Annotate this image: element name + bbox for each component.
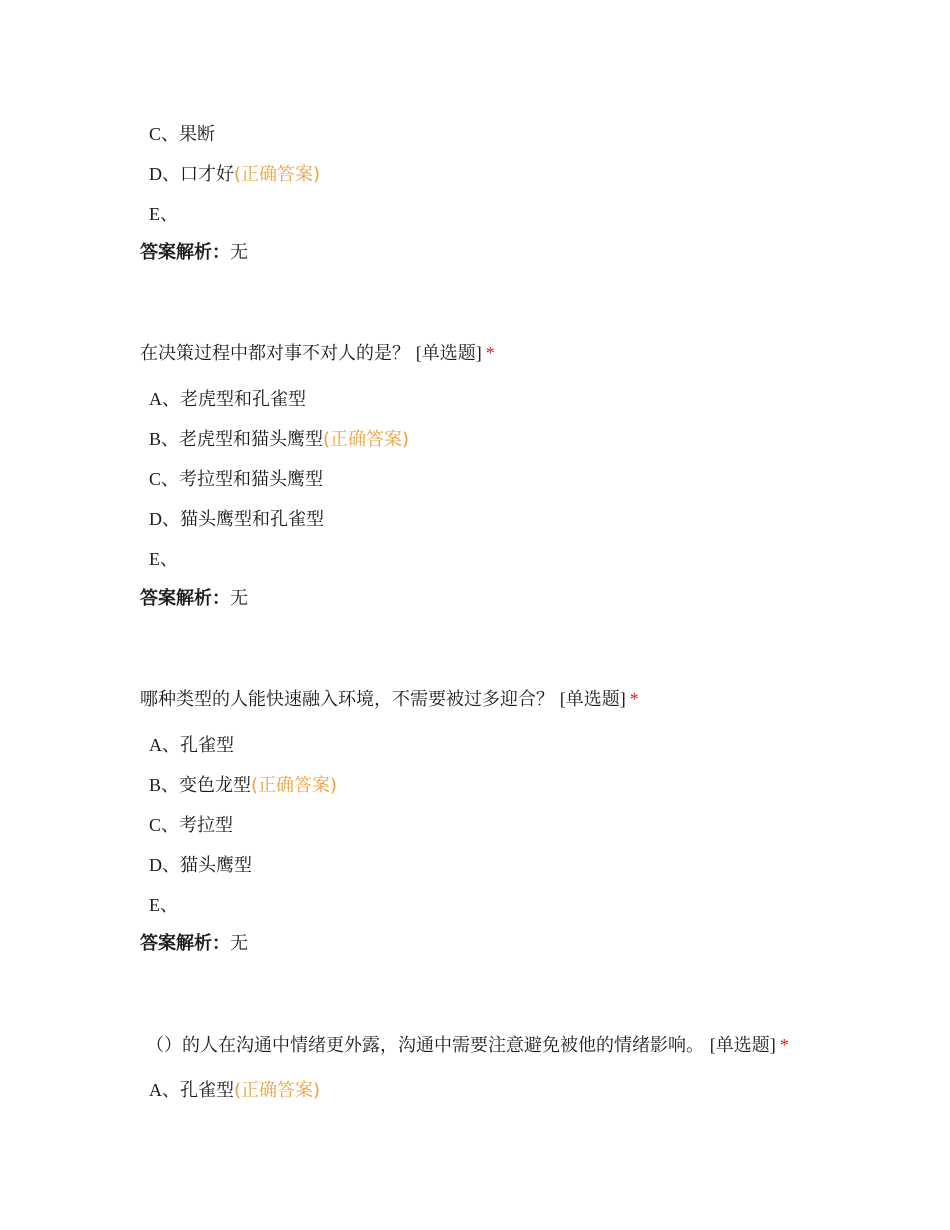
answer-analysis: 答案解析：无 <box>140 933 248 954</box>
correct-answer-tag: (正确答案) <box>234 164 321 185</box>
option-b: B、变色龙型(正确答案) <box>149 775 338 796</box>
option-b: B、老虎型和猫头鹰型(正确答案) <box>149 429 410 450</box>
option-c: C、考拉型和猫头鹰型 <box>149 469 324 490</box>
option-d: D、猫头鹰型 <box>149 855 252 876</box>
required-mark: * <box>629 689 639 709</box>
option-d: D、口才好(正确答案) <box>149 164 321 185</box>
option-d: D、猫头鹰型和孔雀型 <box>149 509 324 530</box>
required-mark: * <box>485 343 495 363</box>
question-title: 在决策过程中都对事不对人的是？ [单选题] * <box>140 343 495 364</box>
option-e: E、 <box>149 895 178 915</box>
question-title: 哪种类型的人能快速融入环境，不需要被过多迎合？ [单选题] * <box>140 689 639 710</box>
option-e: E、 <box>149 549 178 569</box>
option-c: C、考拉型 <box>149 815 234 836</box>
option-a: A、孔雀型 <box>149 735 234 756</box>
answer-analysis: 答案解析：无 <box>140 242 248 263</box>
option-a: A、老虎型和孔雀型 <box>149 389 306 410</box>
option-e: E、 <box>149 204 178 224</box>
option-c: C、果断 <box>149 124 216 145</box>
required-mark: * <box>779 1035 789 1055</box>
option-a: A、孔雀型(正确答案) <box>149 1080 321 1101</box>
correct-answer-tag: (正确答案) <box>234 1080 321 1101</box>
answer-analysis: 答案解析：无 <box>140 588 248 609</box>
correct-answer-tag: (正确答案) <box>323 429 410 450</box>
correct-answer-tag: (正确答案) <box>251 775 338 796</box>
question-title: （）的人在沟通中情绪更外露，沟通中需要注意避免被他的情绪影响。 [单选题] * <box>146 1035 789 1056</box>
